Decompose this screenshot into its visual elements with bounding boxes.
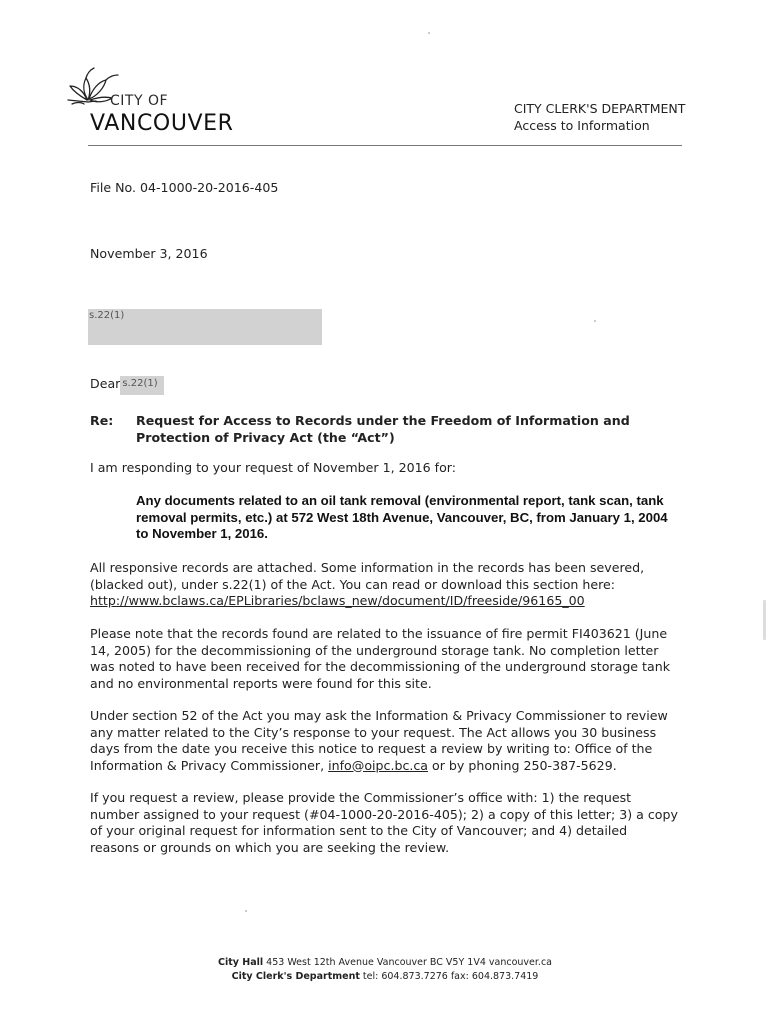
review-text-after: or by phoning 250-387-5629. <box>428 757 617 773</box>
footer-address-text: 453 West 12th Avenue Vancouver BC V5Y 1V4 vancouver.ca <box>263 957 552 968</box>
redacted-address-block <box>88 309 322 345</box>
footer-address <box>0 957 770 968</box>
paragraph-fire-permit: Please note that the records found are related to the issuance of fire permit FI403621 (June 14, 2005) for the decommissioning of the underground storage tank. No completion letter was noted to have been received for the decommissioning of the underground storage tank and no environmental reports were found for this site. <box>90 626 670 691</box>
scan-edge-mark <box>763 600 766 640</box>
file-number: File No. 04-1000-20-2016-405 <box>90 180 279 195</box>
intro-line: I am responding to your request of November 1, 2016 for: <box>90 460 456 475</box>
logo-vancouver-text: VANCOUVER <box>90 111 234 136</box>
scan-speck <box>245 910 247 912</box>
review-text-before: Under section 52 of the Act you may ask the Information & Privacy Commissioner to review any matter related to the City’s response to your request. The Act allows you 30 business days from the date you receive this notice to request a review by writing to: Office of the Information & Privacy Commissioner, <box>90 708 668 773</box>
paragraph-severed-records <box>90 560 678 610</box>
paragraph-review-rights <box>90 708 678 774</box>
oipc-email-link[interactable]: info@oipc.bc.ca <box>328 757 429 773</box>
bclaws-link[interactable]: http://www.bclaws.ca/EPLibraries/bclaws_new/document/ID/freeside/96165_00 <box>90 593 585 608</box>
paragraph-review-requirements: If you request a review, please provide the Commissioner’s office with: 1) the request number assigned to your request (#04-1000-20-2016-405); 2) a copy of this letter; 3) a copy of your original request for information sent to the City of Vancouver; and 4) detailed reasons or grounds on which you are seeking the review. <box>90 790 678 855</box>
footer-contact-text: tel: 604.873.7276 fax: 604.873.7419 <box>359 971 539 982</box>
re-label: Re: <box>90 413 114 428</box>
footer-contact <box>0 971 770 982</box>
department-name: CITY CLERK'S DEPARTMENT <box>514 101 686 116</box>
request-quote: Any documents related to an oil tank removal (environmental report, tank scan, tank removal permits, etc.) at 572 West 18th Avenue, Vancouver, BC, from January 1, 2004 to November 1, 2016. <box>136 493 668 541</box>
department-subtitle: Access to Information <box>514 118 650 133</box>
paragraph-severed-text: All responsive records are attached. Some information in the records has been severed, (blacked out), under s.22(1) of the Act. You can read or download this section here: <box>90 560 645 592</box>
letter-date: November 3, 2016 <box>90 246 208 261</box>
footer-city-hall: City Hall <box>218 957 264 968</box>
redacted-name: s.22(1) <box>120 376 163 395</box>
footer-clerk-department: City Clerk's Department <box>231 971 360 982</box>
logo-city-of-text: CITY OF <box>110 93 169 109</box>
header-divider <box>88 145 682 146</box>
scan-speck <box>594 320 596 322</box>
salutation <box>90 376 164 395</box>
scan-speck <box>428 32 430 34</box>
subject-line: Request for Access to Records under the Freedom of Information and Protection of Privacy Act (the “Act”) <box>136 413 630 445</box>
redaction-label: s.22(1) <box>89 310 125 321</box>
salutation-dear: Dear <box>90 376 121 391</box>
